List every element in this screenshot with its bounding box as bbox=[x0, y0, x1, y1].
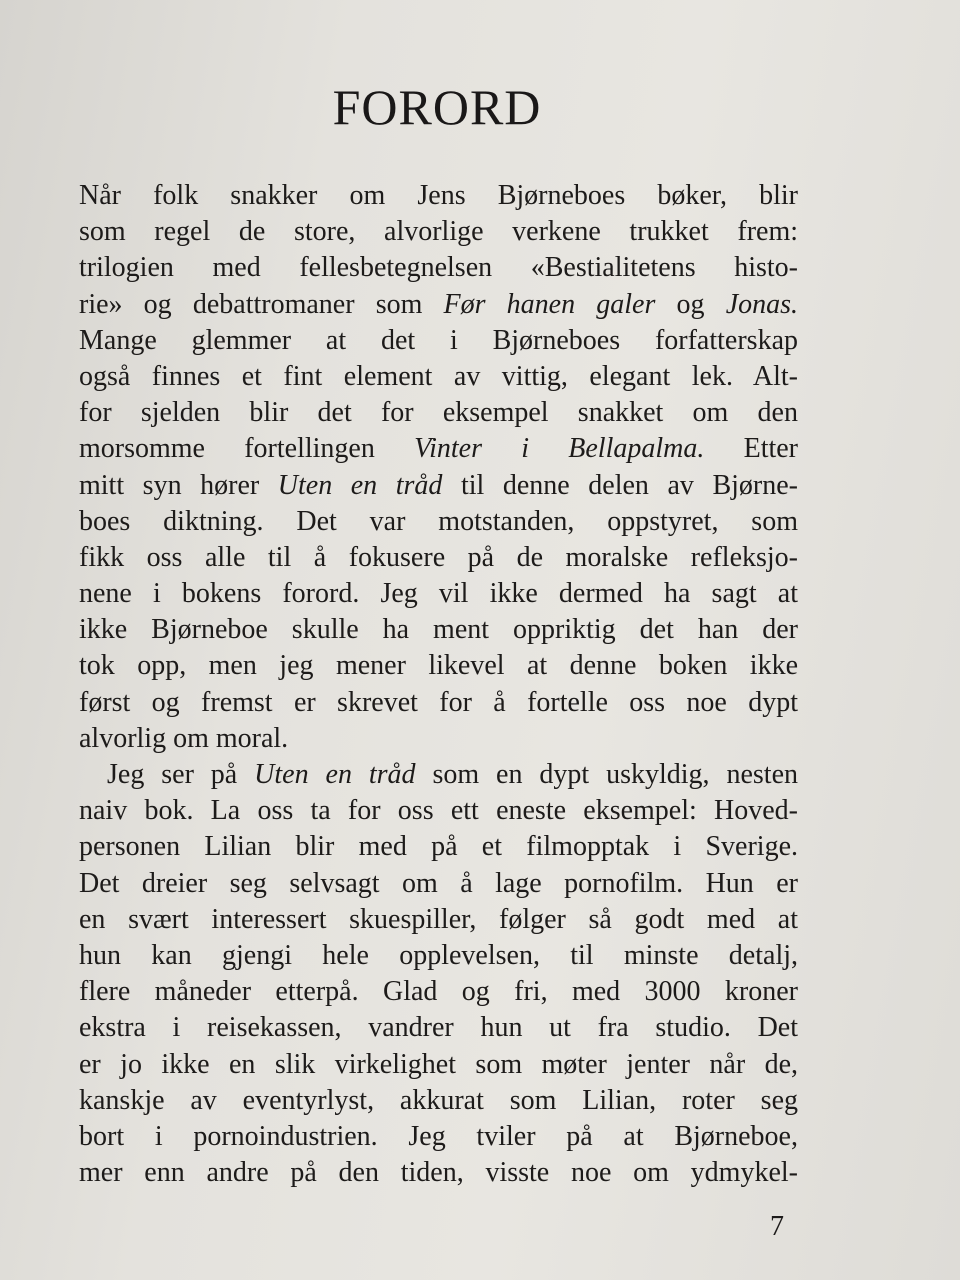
text-run: personen Lilian blir med på et filmopptak i Sverige. bbox=[79, 831, 798, 863]
text-run: morsomme fortellingen bbox=[79, 433, 415, 465]
text-line bbox=[79, 974, 798, 1010]
text-run: Når folk snakker om Jens Bjørneboes bøker, blir bbox=[79, 180, 798, 211]
text-line bbox=[79, 431, 798, 467]
text-run: rie» og debattromaner som bbox=[79, 288, 444, 320]
text-run: naiv bok. La oss ta for oss ett eneste eksempel: Hoved- bbox=[79, 795, 798, 827]
text-line bbox=[79, 685, 798, 721]
text-line bbox=[79, 468, 798, 504]
text-line bbox=[79, 359, 798, 395]
text-run: som regel de store, alvorlige verkene trukket frem: bbox=[79, 216, 798, 248]
text-line bbox=[79, 287, 798, 323]
text-line bbox=[79, 214, 798, 250]
text-line bbox=[79, 757, 798, 793]
text-run: som en dypt uskyldig, nesten bbox=[415, 759, 799, 790]
text-line bbox=[79, 902, 798, 938]
text-run: alvorlig om moral. bbox=[79, 722, 289, 754]
text-line bbox=[79, 1155, 798, 1191]
text-run: boes diktning. Det var motstanden, oppstyret, som bbox=[79, 505, 798, 537]
chapter-title: FORORD bbox=[332, 79, 542, 135]
text-run: bort i pornoindustrien. Jeg tviler på at Bjørneboe, bbox=[79, 1120, 798, 1152]
text-line bbox=[79, 829, 798, 865]
italic-title-text: Uten en tråd bbox=[277, 469, 443, 501]
text-line bbox=[79, 395, 798, 431]
text-run: for sjelden blir det for eksempel snakket om den bbox=[79, 397, 798, 429]
text-run: også finnes et fint element av vittig, elegant lek. Alt- bbox=[79, 360, 798, 392]
text-run: fikk oss alle til å fokusere på de moralske refleksjo- bbox=[79, 541, 798, 573]
text-line bbox=[79, 866, 798, 902]
text-run: Det dreier seg selvsagt om å lage pornofilm. Hun er bbox=[79, 867, 798, 899]
text-run: og bbox=[655, 288, 726, 320]
text-run: mitt syn hører bbox=[79, 469, 278, 501]
text-run: trilogien med fellesbetegnelsen «Bestialitetens histo- bbox=[79, 252, 798, 284]
text-run: flere måneder etterpå. Glad og fri, med 3000 kroner bbox=[79, 976, 798, 1008]
text-run: nene i bokens forord. Jeg vil ikke dermed ha sagt at bbox=[79, 578, 798, 610]
text-line bbox=[79, 576, 798, 612]
italic-title-text: Før hanen galer bbox=[443, 288, 656, 320]
text-line bbox=[79, 1083, 798, 1119]
italic-title-text: Vinter i Bellapalma. bbox=[414, 433, 705, 465]
text-line bbox=[79, 938, 798, 974]
text-line bbox=[79, 504, 798, 540]
text-run: Mange glemmer at det i Bjørneboes forfatterskap bbox=[79, 324, 798, 356]
text-line bbox=[79, 721, 798, 757]
body-text bbox=[79, 178, 798, 1191]
text-run: først og fremst er skrevet for å fortelle oss noe dypt bbox=[79, 686, 798, 718]
text-run: er jo ikke en slik virkelighet som møter jenter når de, bbox=[79, 1048, 798, 1080]
text-run: til denne delen av Bjørne- bbox=[442, 469, 798, 501]
text-run: Jeg ser på bbox=[107, 759, 255, 790]
text-line bbox=[79, 648, 798, 684]
text-line bbox=[79, 1010, 798, 1046]
text-line bbox=[79, 793, 798, 829]
text-line bbox=[79, 323, 798, 359]
text-run: hun kan gjengi hele opplevelsen, til minste detalj, bbox=[79, 939, 798, 971]
text-run: Etter bbox=[704, 433, 799, 465]
text-line bbox=[79, 250, 798, 286]
text-line bbox=[79, 178, 798, 214]
text-run: ikke Bjørneboe skulle ha ment oppriktig det han der bbox=[79, 614, 798, 646]
text-run: kanskje av eventyrlyst, akkurat som Lilian, roter seg bbox=[79, 1084, 798, 1116]
text-run: en svært interessert skuespiller, følger så godt med at bbox=[79, 903, 798, 935]
italic-title-text: Jonas. bbox=[725, 288, 799, 320]
text-line bbox=[79, 1047, 798, 1083]
text-run: mer enn andre på den tiden, visste noe om ydmykel- bbox=[79, 1157, 798, 1189]
text-line bbox=[79, 1119, 798, 1155]
text-line bbox=[79, 612, 798, 648]
page-number: 7 bbox=[770, 1211, 784, 1242]
text-run: ekstra i reisekassen, vandrer hun ut fra studio. Det bbox=[79, 1012, 798, 1044]
text-line bbox=[79, 540, 798, 576]
italic-title-text: Uten en tråd bbox=[254, 759, 416, 790]
text-run: tok opp, men jeg mener likevel at denne boken ikke bbox=[79, 650, 798, 682]
